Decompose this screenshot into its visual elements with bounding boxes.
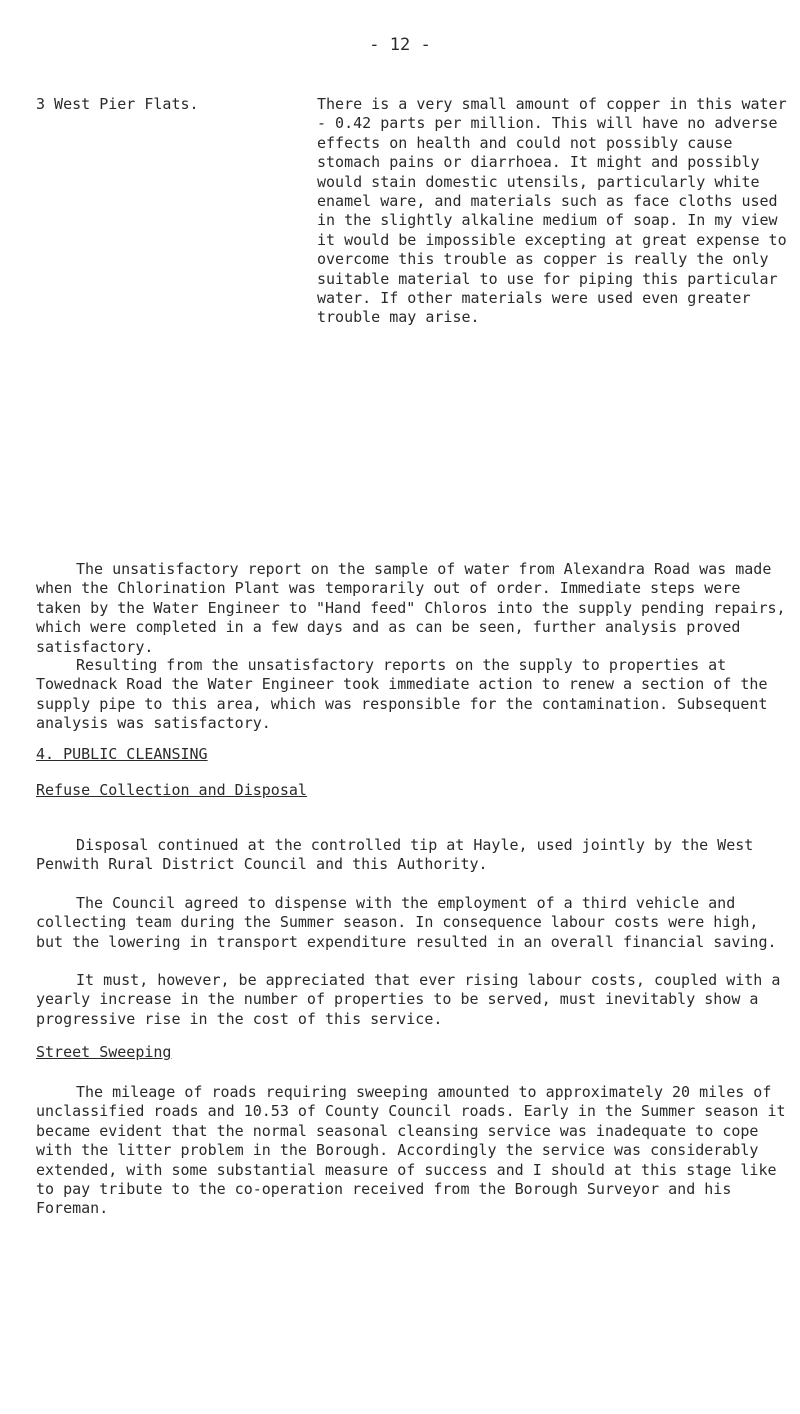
- section-label-west-pier-flats: 3 West Pier Flats.: [36, 95, 199, 113]
- street-sweeping-paragraph: The mileage of roads requiring sweeping amounted to approximately 20 miles of unclassified roads and 10.53 of County Council roads. Early in the Summer season it became evident that the normal seasonal cleansing service was inadequate to cope with the litter problem in the Borough. Accordingly the service was considerably extended, with some substantial measure of success and I should at this stage like to pay tribute to the co-operation received from the Borough Surveyor and his Foreman.: [36, 1083, 786, 1218]
- page-number: - 12 -: [369, 35, 431, 55]
- refuse-paragraph-1: Disposal continued at the controlled tip at Hayle, used jointly by the West Penwith Rural District Council and this Authority.: [36, 836, 754, 874]
- towednack-road-paragraph: Resulting from the unsatisfactory reports on the supply to properties at Towednack Road the Water Engineer took immediate action to renew a section of the supply pipe to this area, which was responsible for the contamination. Subsequent analysis was satisfactory.: [36, 656, 768, 733]
- refuse-paragraph-3: It must, however, be appreciated that ever rising labour costs, coupled with a yearly increase in the number of properties to be served, must inevitably show a progressive rise in the cost of this service.: [36, 971, 781, 1028]
- refuse-paragraph-2: The Council agreed to dispense with the employment of a third vehicle and collecting team during the Summer season. In consequence labour costs were high, but the lowering in transport expenditure resulted in an overall financial saving.: [36, 894, 777, 951]
- section-heading-public-cleansing: 4. PUBLIC CLEANSING: [36, 745, 208, 763]
- subheading-refuse-collection: Refuse Collection and Disposal: [36, 781, 307, 799]
- alexandra-road-paragraph: The unsatisfactory report on the sample of water from Alexandra Road was made when the Chlorination Plant was temporarily out of order. Immediate steps were taken by the Water Engineer to "Hand feed" Chloros into the supply pending repairs, which were completed in a few days and as can be seen, further analysis proved satisfactory.: [36, 560, 786, 656]
- west-pier-paragraph: There is a very small amount of copper in this water - 0.42 parts per million. This will have no adverse effects on health and could not possibly cause stomach pains or diarrhoea. It might and possibly would stain domestic utensils, particularly white enamel ware, and materials such as face cloths used in the slightly alkaline medium of soap. In my view it would be impossible excepting at great expense to overcome this trouble as copper is really the only suitable material to use for piping this particular water. If other materials were used even greater trouble may arise.: [317, 95, 787, 327]
- subheading-street-sweeping: Street Sweeping: [36, 1043, 172, 1061]
